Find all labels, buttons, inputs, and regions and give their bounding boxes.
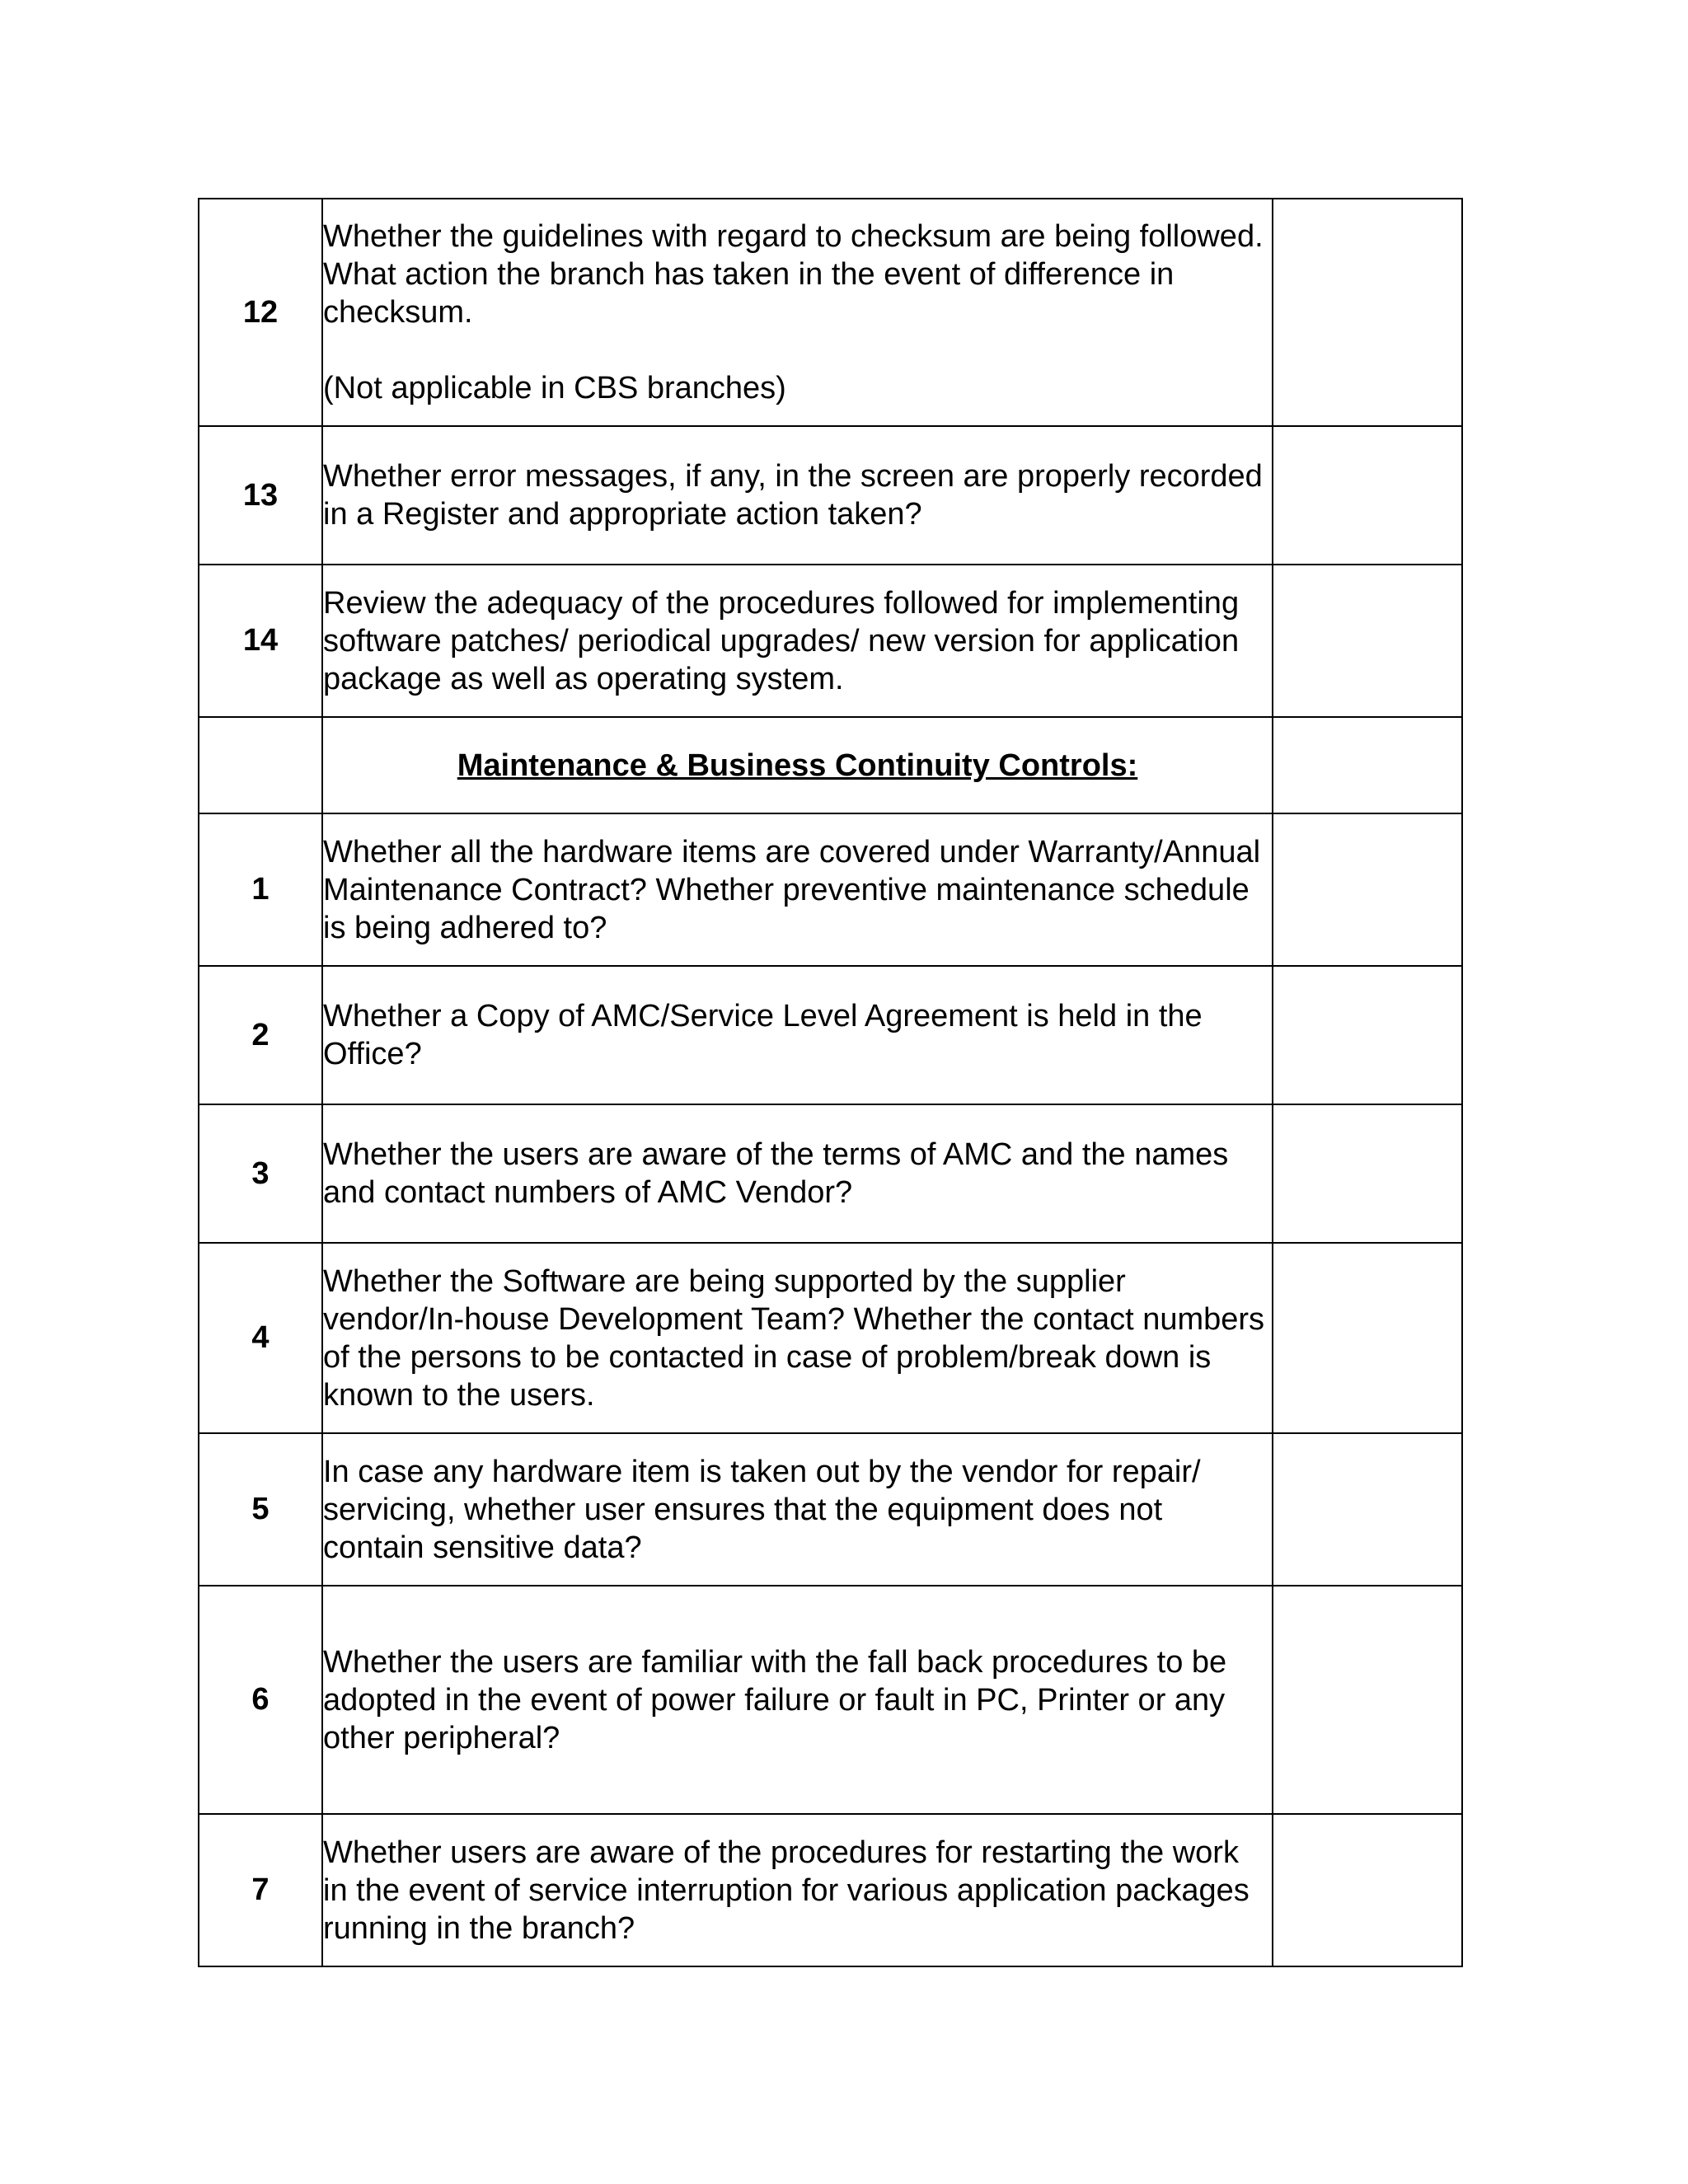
remarks-cell [1273, 426, 1462, 565]
table-row [199, 1104, 1462, 1243]
table-row [199, 426, 1462, 565]
item-number: 7 [199, 1814, 322, 1966]
question-text: Whether users are aware of the procedures for restarting the work in the event of service interruption for various application packages running in the branch? [323, 1835, 1250, 1946]
item-number: 14 [199, 565, 322, 717]
remarks-cell [1273, 1104, 1462, 1243]
section-heading: Maintenance & Business Continuity Controls: [322, 717, 1273, 813]
item-number [199, 717, 322, 813]
item-number: 6 [199, 1586, 322, 1814]
remarks-cell [1273, 565, 1462, 717]
item-number: 2 [199, 966, 322, 1104]
question-text: Whether error messages, if any, in the screen are properly recorded in a Register and appropriate action taken? [323, 459, 1263, 532]
item-number: 1 [199, 813, 322, 966]
question-text: Whether the guidelines with regard to checksum are being followed. What action the branch has taken in the event of difference in checksum. [323, 219, 1264, 330]
remarks-cell [1273, 199, 1462, 426]
table-row [199, 199, 1462, 426]
question-text: In case any hardware item is taken out by the vendor for repair/ servicing, whether user ensures that the equipment does not contain sensitive data? [323, 1454, 1201, 1565]
item-question [322, 966, 1273, 1104]
remarks-cell [1273, 966, 1462, 1104]
table-row [199, 565, 1462, 717]
question-text: Whether a Copy of AMC/Service Level Agreement is held in the Office? [323, 999, 1203, 1071]
audit-checklist-table [198, 198, 1463, 1967]
remarks-cell [1273, 813, 1462, 966]
table-row [199, 966, 1462, 1104]
question-text: Whether all the hardware items are covered under Warranty/Annual Maintenance Contract? Whether preventive maintenance schedule is being adhered to? [323, 834, 1261, 945]
remarks-cell [1273, 1433, 1462, 1586]
question-text: Whether the users are familiar with the fall back procedures to be adopted in the event of power failure or fault in PC, Printer or any other peripheral? [323, 1644, 1227, 1755]
table-row [199, 813, 1462, 966]
remarks-cell [1273, 717, 1462, 813]
item-question [322, 199, 1273, 426]
item-number: 3 [199, 1104, 322, 1243]
question-text: Whether the users are aware of the terms of AMC and the names and contact numbers of AMC Vendor? [323, 1137, 1229, 1210]
item-question [322, 813, 1273, 966]
item-question [322, 426, 1273, 565]
item-question [322, 1104, 1273, 1243]
item-number: 4 [199, 1243, 322, 1433]
item-question [322, 1243, 1273, 1433]
remarks-cell [1273, 1586, 1462, 1814]
remarks-cell [1273, 1243, 1462, 1433]
table-row [199, 1586, 1462, 1814]
item-question [322, 1433, 1273, 1586]
table-row [199, 1814, 1462, 1966]
item-question [322, 1814, 1273, 1966]
section-heading-row [199, 717, 1462, 813]
question-note: (Not applicable in CBS branches) [323, 371, 786, 405]
table-row [199, 1243, 1462, 1433]
table-row [199, 1433, 1462, 1586]
question-text: Review the adequacy of the procedures followed for implementing software patches/ periodical upgrades/ new version for application package as well as operating system. [323, 585, 1240, 696]
question-text: Whether the Software are being supported by the supplier vendor/In-house Development Team? Whether the contact numbers of the persons to be contacted in case of problem/break down is known to the users. [323, 1263, 1265, 1413]
item-question [322, 1586, 1273, 1814]
item-question [322, 565, 1273, 717]
remarks-cell [1273, 1814, 1462, 1966]
item-number: 5 [199, 1433, 322, 1586]
item-number: 13 [199, 426, 322, 565]
item-number: 12 [199, 199, 322, 426]
